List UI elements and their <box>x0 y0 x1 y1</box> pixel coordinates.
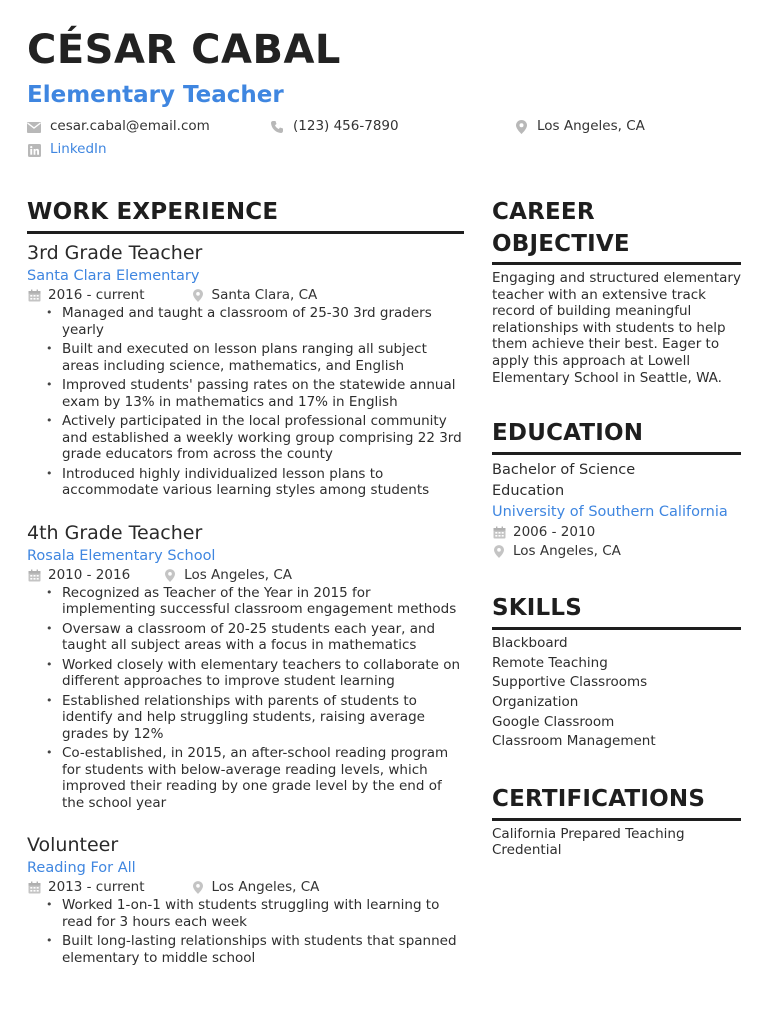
contact-linkedin[interactable] <box>27 143 107 157</box>
envelope-icon <box>27 120 41 134</box>
job-entry <box>27 240 464 499</box>
job-location: Santa Clara, CA <box>211 287 318 303</box>
certifications-heading: CERTIFICATIONS <box>492 783 741 821</box>
job-bullet: • Worked closely with elementary teachers to collaborate on different approaches to improve student learning <box>46 657 464 690</box>
job-bullet: • Oversaw a classroom of 20-25 students each year, and taught all subject areas with a focus in mathematics <box>46 621 464 654</box>
skill-item: Classroom Management <box>492 733 656 750</box>
job-meta <box>27 286 464 305</box>
job-bullets <box>46 897 464 966</box>
job-entry <box>27 520 464 812</box>
job-title: 3rd Grade Teacher <box>27 242 203 264</box>
job-organization: Rosala Elementary School <box>27 547 216 564</box>
job-bullets <box>46 585 464 812</box>
skills-heading: SKILLS <box>492 592 741 630</box>
location-text: Los Angeles, CA <box>537 118 645 135</box>
education-degree: Bachelor of Science <box>492 462 636 479</box>
linkedin-link[interactable]: LinkedIn <box>50 141 107 158</box>
job-bullet: • Built and executed on lesson plans ranging all subject areas including science, mathematics, and English <box>46 341 464 374</box>
job-entry <box>27 832 464 966</box>
work-experience-heading: WORK EXPERIENCE <box>27 196 464 234</box>
contact-location <box>514 120 645 134</box>
contact-phone <box>270 120 399 134</box>
job-bullet: • Introduced highly individualized lesson plans to accommodate various learning styles among students <box>46 466 464 499</box>
left-column <box>27 196 464 969</box>
job-dates: 2016 - current <box>48 287 145 303</box>
calendar-icon <box>492 526 506 540</box>
job-location: Los Angeles, CA <box>184 566 293 583</box>
job-bullet: • Recognized as Teacher of the Year in 2015 for implementing successful classroom engagement methods <box>46 585 464 618</box>
skill-item: Supportive Classrooms <box>492 674 648 691</box>
map-pin-icon <box>163 568 177 582</box>
career-objective-rule <box>492 262 741 265</box>
job-meta <box>27 566 464 585</box>
education-dates-text: 2006 - 2010 <box>513 524 596 541</box>
certifications-list <box>492 826 741 859</box>
calendar-icon <box>27 289 41 303</box>
education-school: University of Southern California <box>492 504 728 521</box>
map-pin-icon <box>492 545 506 559</box>
phone-icon <box>270 120 284 134</box>
email-text: cesar.cabal@email.com <box>50 118 210 135</box>
job-bullet: • Managed and taught a classroom of 25-30 3rd graders yearly <box>46 305 464 338</box>
education-dates <box>492 523 741 542</box>
calendar-icon <box>27 568 41 582</box>
skill-item: Remote Teaching <box>492 654 608 671</box>
candidate-name: CÉSAR CABAL <box>27 27 341 73</box>
job-bullet: • Worked 1-on-1 with students struggling with learning to read for 3 hours each week <box>46 897 464 930</box>
map-pin-icon <box>514 120 528 134</box>
education-location <box>492 542 741 561</box>
skill-item: Organization <box>492 693 579 710</box>
education-location-text: Los Angeles, CA <box>513 543 621 560</box>
candidate-role: Elementary Teacher <box>27 82 284 108</box>
skill-item: Blackboard <box>492 635 568 652</box>
job-title: Volunteer <box>27 834 119 856</box>
jobs-list <box>27 240 464 966</box>
job-bullet: • Built long-lasting relationships with students that spanned elementary to middle school <box>46 933 464 966</box>
job-dates: 2010 - 2016 <box>48 566 131 583</box>
contact-email <box>27 120 210 134</box>
job-location: Los Angeles, CA <box>211 879 320 895</box>
job-organization: Reading For All <box>27 860 136 876</box>
job-bullet: • Established relationships with parents of students to identify and help struggling students, raising average grades by 12% <box>46 693 464 743</box>
job-title: 4th Grade Teacher <box>27 521 203 544</box>
map-pin-icon <box>191 289 205 303</box>
career-objective-heading: CAREER OBJECTIVE <box>492 199 630 257</box>
skills-list <box>492 634 741 752</box>
job-bullets <box>46 305 464 499</box>
career-objective-text: Engaging and structured elementary teacher with an extensive track record of building meaningful relationships with students to help them achieve their best. Eager to apply this approach at Lowell Elementary School in Seattle, WA. <box>492 270 741 386</box>
map-pin-icon <box>191 881 205 895</box>
job-bullet: • Co-established, in 2015, an after-school reading program for students with below-average reading levels, which improved their reading by one grade level by the end of the school year <box>46 745 464 811</box>
skill-item: Google Classroom <box>492 713 615 730</box>
right-column <box>492 196 741 859</box>
job-organization: Santa Clara Elementary <box>27 268 200 284</box>
job-meta <box>27 878 464 897</box>
job-bullet: • Improved students' passing rates on the statewide annual exam by 13% in mathematics and 17% in English <box>46 377 464 410</box>
calendar-icon <box>27 881 41 895</box>
education-block <box>492 460 741 561</box>
job-dates: 2013 - current <box>48 879 145 895</box>
phone-text: (123) 456-7890 <box>293 118 399 135</box>
job-bullet: • Actively participated in the local professional community and established a weekly working group comprising 22 3rd grade educators from across the county <box>46 413 464 463</box>
education-heading: EDUCATION <box>492 417 741 455</box>
education-field: Education <box>492 483 565 500</box>
certification-item: California Prepared Teaching Credential <box>492 825 685 859</box>
linkedin-icon <box>27 143 41 157</box>
